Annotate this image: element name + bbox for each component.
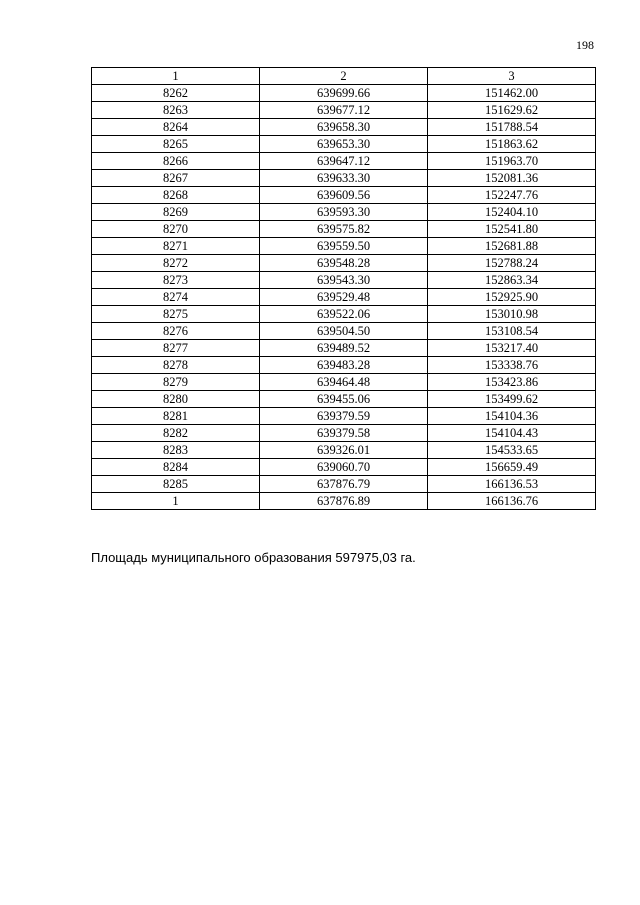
cell-point-number: 8283	[92, 442, 260, 459]
cell-y-coordinate: 166136.53	[428, 476, 596, 493]
table-row	[92, 340, 596, 357]
table-row	[92, 204, 596, 221]
column-header-y: 3	[428, 68, 596, 85]
cell-x-coordinate: 639379.59	[260, 408, 428, 425]
table-row	[92, 136, 596, 153]
cell-point-number: 8262	[92, 85, 260, 102]
cell-x-coordinate: 639543.30	[260, 272, 428, 289]
cell-y-coordinate: 154104.36	[428, 408, 596, 425]
cell-y-coordinate: 152788.24	[428, 255, 596, 272]
cell-point-number: 8277	[92, 340, 260, 357]
cell-point-number: 8284	[92, 459, 260, 476]
table-row	[92, 170, 596, 187]
cell-y-coordinate: 152081.36	[428, 170, 596, 187]
column-header-point: 1	[92, 68, 260, 85]
cell-x-coordinate: 639455.06	[260, 391, 428, 408]
cell-y-coordinate: 152863.34	[428, 272, 596, 289]
cell-point-number: 8276	[92, 323, 260, 340]
cell-x-coordinate: 639060.70	[260, 459, 428, 476]
table-row	[92, 374, 596, 391]
table-row	[92, 306, 596, 323]
cell-point-number: 8273	[92, 272, 260, 289]
cell-point-number: 8270	[92, 221, 260, 238]
cell-y-coordinate: 154104.43	[428, 425, 596, 442]
cell-point-number: 8285	[92, 476, 260, 493]
cell-point-number: 8268	[92, 187, 260, 204]
cell-y-coordinate: 156659.49	[428, 459, 596, 476]
cell-y-coordinate: 153338.76	[428, 357, 596, 374]
cell-x-coordinate: 639529.48	[260, 289, 428, 306]
cell-point-number: 8263	[92, 102, 260, 119]
cell-y-coordinate: 151629.62	[428, 102, 596, 119]
cell-x-coordinate: 639379.58	[260, 425, 428, 442]
cell-y-coordinate: 152541.80	[428, 221, 596, 238]
table-row	[92, 357, 596, 374]
table-row	[92, 425, 596, 442]
column-header-x: 2	[260, 68, 428, 85]
cell-y-coordinate: 166136.76	[428, 493, 596, 510]
cell-point-number: 8265	[92, 136, 260, 153]
cell-x-coordinate: 637876.89	[260, 493, 428, 510]
table-row	[92, 153, 596, 170]
cell-y-coordinate: 151963.70	[428, 153, 596, 170]
cell-x-coordinate: 639593.30	[260, 204, 428, 221]
table-row	[92, 289, 596, 306]
table-row	[92, 476, 596, 493]
cell-y-coordinate: 151462.00	[428, 85, 596, 102]
table-row	[92, 221, 596, 238]
cell-y-coordinate: 153108.54	[428, 323, 596, 340]
page-number: 198	[576, 38, 594, 52]
cell-x-coordinate: 639483.28	[260, 357, 428, 374]
cell-y-coordinate: 152681.88	[428, 238, 596, 255]
cell-y-coordinate: 153010.98	[428, 306, 596, 323]
cell-y-coordinate: 151863.62	[428, 136, 596, 153]
cell-x-coordinate: 639609.56	[260, 187, 428, 204]
cell-x-coordinate: 639548.28	[260, 255, 428, 272]
cell-x-coordinate: 639559.50	[260, 238, 428, 255]
cell-x-coordinate: 639647.12	[260, 153, 428, 170]
cell-y-coordinate: 153217.40	[428, 340, 596, 357]
table-row	[92, 119, 596, 136]
cell-x-coordinate: 637876.79	[260, 476, 428, 493]
cell-x-coordinate: 639326.01	[260, 442, 428, 459]
table-row	[92, 391, 596, 408]
cell-x-coordinate: 639575.82	[260, 221, 428, 238]
cell-point-number: 8278	[92, 357, 260, 374]
cell-x-coordinate: 639633.30	[260, 170, 428, 187]
cell-x-coordinate: 639653.30	[260, 136, 428, 153]
cell-y-coordinate: 154533.65	[428, 442, 596, 459]
cell-point-number: 8280	[92, 391, 260, 408]
cell-point-number: 8281	[92, 408, 260, 425]
table-row	[92, 442, 596, 459]
cell-x-coordinate: 639464.48	[260, 374, 428, 391]
cell-point-number: 1	[92, 493, 260, 510]
cell-point-number: 8266	[92, 153, 260, 170]
table-row	[92, 459, 596, 476]
cell-x-coordinate: 639677.12	[260, 102, 428, 119]
cell-point-number: 8267	[92, 170, 260, 187]
cell-point-number: 8282	[92, 425, 260, 442]
cell-y-coordinate: 153499.62	[428, 391, 596, 408]
table-body	[92, 85, 596, 510]
table-row	[92, 323, 596, 340]
area-statement: Площадь муниципального образования 597975,03 га.	[91, 550, 416, 565]
cell-point-number: 8275	[92, 306, 260, 323]
table-row	[92, 238, 596, 255]
cell-point-number: 8271	[92, 238, 260, 255]
cell-point-number: 8279	[92, 374, 260, 391]
table-row	[92, 85, 596, 102]
cell-point-number: 8272	[92, 255, 260, 272]
cell-x-coordinate: 639504.50	[260, 323, 428, 340]
cell-x-coordinate: 639699.66	[260, 85, 428, 102]
cell-y-coordinate: 152925.90	[428, 289, 596, 306]
cell-x-coordinate: 639522.06	[260, 306, 428, 323]
table-row	[92, 493, 596, 510]
cell-y-coordinate: 151788.54	[428, 119, 596, 136]
cell-y-coordinate: 152404.10	[428, 204, 596, 221]
cell-point-number: 8274	[92, 289, 260, 306]
cell-y-coordinate: 152247.76	[428, 187, 596, 204]
cell-x-coordinate: 639489.52	[260, 340, 428, 357]
table-row	[92, 272, 596, 289]
cell-y-coordinate: 153423.86	[428, 374, 596, 391]
coordinates-table	[91, 67, 596, 510]
cell-point-number: 8269	[92, 204, 260, 221]
table-row	[92, 408, 596, 425]
cell-point-number: 8264	[92, 119, 260, 136]
cell-x-coordinate: 639658.30	[260, 119, 428, 136]
table-header-row	[92, 68, 596, 85]
table-row	[92, 255, 596, 272]
table-row	[92, 102, 596, 119]
table-row	[92, 187, 596, 204]
